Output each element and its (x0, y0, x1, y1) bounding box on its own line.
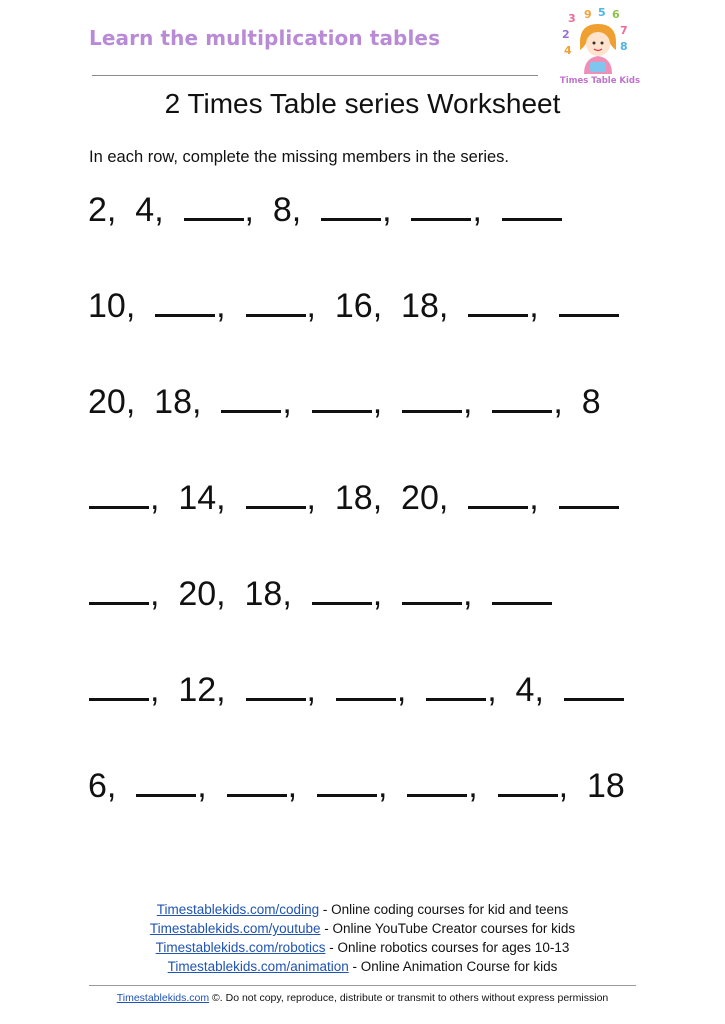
series-separator: , (192, 383, 221, 421)
times-table-kids-logo (554, 6, 646, 90)
series-number: 18 (244, 575, 283, 613)
series-number: 12 (178, 671, 217, 709)
series-row (88, 188, 563, 232)
answer-blank[interactable] (492, 410, 552, 413)
series-row (88, 668, 625, 712)
footer-divider (89, 985, 636, 986)
answer-blank[interactable] (246, 506, 306, 509)
logo-digit: 2 (562, 28, 570, 41)
coding-link-desc: - Online coding courses for kid and teens (319, 902, 569, 917)
series-separator: , (106, 191, 136, 229)
animation-link[interactable]: Timestablekids.com/animation (167, 959, 349, 974)
series-number: 10 (88, 287, 126, 325)
series-separator: , (463, 575, 492, 613)
series-separator: , (534, 671, 563, 709)
series-separator: , (125, 383, 155, 421)
series-number: 20 (178, 575, 217, 613)
series-separator: , (282, 383, 311, 421)
series-number: 18 (401, 287, 439, 325)
answer-blank[interactable] (559, 314, 619, 317)
series-separator: , (216, 671, 245, 709)
footer-links (0, 900, 725, 976)
series-separator: , (287, 767, 316, 805)
instructions: In each row, complete the missing members in the series. (89, 148, 510, 166)
series-separator: , (438, 479, 468, 517)
series-separator: , (106, 767, 136, 805)
logo-digit: 3 (568, 12, 576, 25)
series-number: 8 (581, 383, 601, 421)
logo-caption: Times Table Kids (559, 76, 641, 86)
series-number: 8 (272, 191, 292, 229)
footer-link-line (0, 938, 725, 957)
answer-blank[interactable] (411, 218, 471, 221)
answer-blank[interactable] (564, 698, 624, 701)
answer-blank[interactable] (502, 218, 562, 221)
logo-digit: 4 (564, 44, 572, 57)
answer-blank[interactable] (89, 602, 149, 605)
series-separator: , (291, 191, 321, 229)
logo-digit: 7 (620, 24, 628, 37)
series-number: 20 (88, 383, 126, 421)
series-separator: , (529, 287, 558, 325)
series-row (88, 380, 601, 424)
series-separator: , (372, 575, 402, 613)
copyright-note (0, 992, 725, 1004)
answer-blank[interactable] (468, 314, 528, 317)
answer-blank[interactable] (312, 602, 372, 605)
series-separator: , (306, 287, 335, 325)
series-row (88, 764, 625, 808)
answer-blank[interactable] (184, 218, 244, 221)
series-separator: , (150, 575, 179, 613)
series-number: 20 (401, 479, 439, 517)
series-number: 18 (154, 383, 192, 421)
series-separator: , (468, 767, 497, 805)
series-separator: , (306, 671, 335, 709)
coding-link[interactable]: Timestablekids.com/coding (156, 902, 320, 917)
series-separator: , (216, 575, 245, 613)
series-separator: , (463, 383, 492, 421)
series-separator: , (150, 479, 179, 517)
answer-blank[interactable] (136, 794, 196, 797)
answer-blank[interactable] (407, 794, 467, 797)
series-number: 18 (586, 767, 625, 805)
answer-blank[interactable] (321, 218, 381, 221)
series-separator: , (472, 191, 501, 229)
logo-digit: 8 (620, 40, 628, 53)
series-separator: , (558, 767, 587, 805)
series-separator: , (244, 191, 273, 229)
answer-blank[interactable] (336, 698, 396, 701)
copyright-link[interactable]: Timestablekids.com (116, 992, 210, 1004)
answer-blank[interactable] (468, 506, 528, 509)
series-separator: , (396, 671, 426, 709)
series-separator: , (216, 479, 245, 517)
answer-blank[interactable] (317, 794, 377, 797)
footer-link-line (0, 900, 725, 919)
logo-girl-icon (554, 6, 646, 78)
footer-link-line (0, 919, 725, 938)
answer-blank[interactable] (89, 698, 149, 701)
youtube-link-desc: - Online YouTube Creator courses for kids (320, 921, 576, 936)
answer-blank[interactable] (155, 314, 215, 317)
robotics-link-desc: - Online robotics courses for ages 10-13 (325, 940, 570, 955)
series-row (88, 572, 553, 616)
series-separator: , (377, 767, 407, 805)
series-separator: , (553, 383, 582, 421)
logo-digit: 6 (612, 8, 620, 21)
answer-blank[interactable] (559, 506, 619, 509)
answer-blank[interactable] (246, 698, 306, 701)
series-separator: , (197, 767, 226, 805)
answer-blank[interactable] (312, 410, 372, 413)
series-number: 2 (88, 191, 107, 229)
series-separator: , (529, 479, 558, 517)
header-title: Learn the multiplication tables (89, 26, 441, 50)
series-number: 4 (515, 671, 535, 709)
animation-link-desc: - Online Animation Course for kids (348, 959, 558, 974)
answer-blank[interactable] (492, 602, 552, 605)
series-number: 16 (334, 287, 373, 325)
series-number: 6 (88, 767, 107, 805)
answer-blank[interactable] (402, 410, 462, 413)
series-separator: , (216, 287, 245, 325)
answer-blank[interactable] (89, 506, 149, 509)
series-separator: , (438, 287, 468, 325)
series-number: 4 (135, 191, 155, 229)
series-row (88, 284, 620, 328)
series-separator: , (150, 671, 179, 709)
series-separator: , (372, 287, 402, 325)
series-number: 14 (178, 479, 217, 517)
answer-blank[interactable] (402, 602, 462, 605)
series-number: 18 (334, 479, 373, 517)
answer-blank[interactable] (221, 410, 281, 413)
logo-digit: 9 (584, 8, 592, 21)
series-separator: , (306, 479, 335, 517)
robotics-link[interactable]: Timestablekids.com/robotics (155, 940, 326, 955)
logo-digit: 5 (598, 6, 606, 19)
copyright-text: ©. Do not copy, reproduce, distribute or transmit to others without express permission (209, 992, 609, 1004)
footer-link-line (0, 957, 725, 976)
answer-blank[interactable] (426, 698, 486, 701)
answer-blank[interactable] (498, 794, 558, 797)
series-row (88, 476, 620, 520)
series-separator: , (125, 287, 155, 325)
series-separator: , (487, 671, 516, 709)
series-separator: , (372, 383, 402, 421)
series-separator: , (372, 479, 402, 517)
youtube-link[interactable]: Timestablekids.com/youtube (149, 921, 321, 936)
header-divider (92, 75, 538, 76)
answer-blank[interactable] (227, 794, 287, 797)
answer-blank[interactable] (246, 314, 306, 317)
series-separator: , (154, 191, 183, 229)
series-separator: , (382, 191, 411, 229)
page-title: 2 Times Table series Worksheet (164, 88, 561, 119)
series-separator: , (282, 575, 311, 613)
